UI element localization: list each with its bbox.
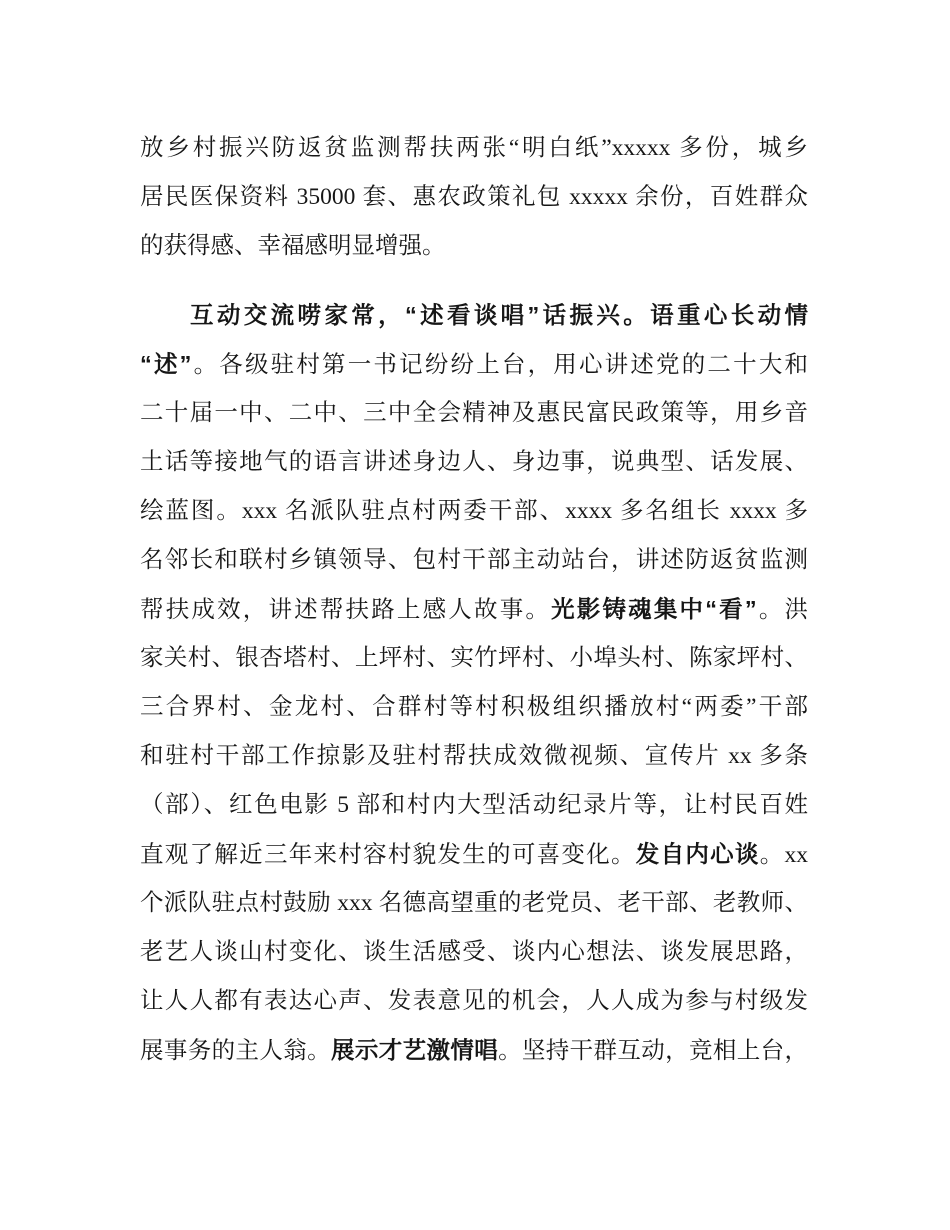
paragraph-2 bbox=[140, 291, 808, 1075]
paragraph-1 bbox=[140, 124, 808, 271]
text-line bbox=[140, 222, 808, 271]
text-line bbox=[140, 340, 808, 389]
text-line bbox=[140, 732, 808, 781]
text-run: 居民医保资料 35000 套、惠农政策礼包 xxxxx 余份，百姓群众 bbox=[140, 184, 808, 210]
text-line bbox=[140, 536, 808, 585]
text-line bbox=[140, 977, 808, 1026]
text-run: 个派队驻点村鼓励 xxx 名德高望重的老党员、老干部、老教师、 bbox=[140, 890, 808, 916]
text-run: 让人人都有表达心声、发表意见的机会，人人成为参与村级发 bbox=[140, 988, 808, 1014]
text-run: 。洪 bbox=[756, 597, 808, 623]
text-run: 绘蓝图。xxx 名派队驻点村两委干部、xxxx 多名组长 xxxx 多 bbox=[140, 498, 808, 524]
emphasis-bold-run: 发自内心谈 bbox=[635, 841, 760, 867]
text-run: 的获得感、幸福感明显增强。 bbox=[140, 233, 446, 259]
text-line bbox=[140, 879, 808, 928]
text-line bbox=[140, 438, 808, 487]
text-line bbox=[140, 830, 808, 879]
text-run: 。坚持干群互动，竞相上台， bbox=[498, 1038, 808, 1064]
text-line bbox=[140, 928, 808, 977]
text-run: 和驻村干部工作掠影及驻村帮扶成效微视频、宣传片 xx 多条 bbox=[140, 743, 808, 769]
text-run: 。xx bbox=[759, 842, 808, 868]
text-run: 名邻长和联村乡镇领导、包村干部主动站台，讲述防返贫监测 bbox=[140, 547, 808, 573]
text-line bbox=[140, 389, 808, 438]
text-run: 二十届一中、二中、三中全会精神及惠民富民政策等，用乡音 bbox=[140, 400, 808, 426]
document-text-block bbox=[140, 124, 808, 1075]
text-line bbox=[140, 487, 808, 536]
text-run: 直观了解近三年来村容村貌发生的可喜变化。 bbox=[140, 842, 636, 868]
text-line bbox=[140, 173, 808, 222]
text-run: 放乡村振兴防返贫监测帮扶两张“明白纸”xxxxx 多份，城乡 bbox=[140, 135, 808, 161]
text-run: 土话等接地气的语言讲述身边人、身边事，说典型、话发展、 bbox=[140, 449, 808, 475]
text-line bbox=[140, 124, 808, 173]
emphasis-bold-run: 光影铸魂集中“看” bbox=[551, 596, 757, 622]
text-run: 老艺人谈山村变化、谈生活感受、谈内心想法、谈发展思路， bbox=[140, 939, 808, 965]
text-run: 三合界村、金龙村、合群村等村积极组织播放村“两委”干部 bbox=[140, 694, 808, 720]
text-line bbox=[140, 1026, 808, 1075]
text-line bbox=[140, 585, 808, 634]
emphasis-bold-run: “述” bbox=[140, 351, 192, 377]
text-line bbox=[140, 291, 808, 340]
text-line bbox=[140, 683, 808, 732]
text-run: 帮扶成效，讲述帮扶路上感人故事。 bbox=[140, 597, 552, 623]
text-run: 家关村、银杏塔村、上坪村、实竹坪村、小埠头村、陈家坪村、 bbox=[140, 645, 808, 671]
text-line bbox=[140, 634, 808, 683]
text-run: 。各级驻村第一书记纷纷上台，用心讲述党的二十大和 bbox=[191, 352, 808, 378]
text-run: （部）、红色电影 5 部和村内大型活动纪录片等，让村民百姓 bbox=[140, 792, 808, 818]
emphasis-bold-run: 展示才艺激情唱 bbox=[330, 1037, 499, 1063]
text-run: 展事务的主人翁。 bbox=[140, 1038, 331, 1064]
text-line bbox=[140, 781, 808, 830]
emphasis-bold-run: 互动交流唠家常，“述看谈唱”话振兴。语重心长动情 bbox=[190, 302, 808, 328]
